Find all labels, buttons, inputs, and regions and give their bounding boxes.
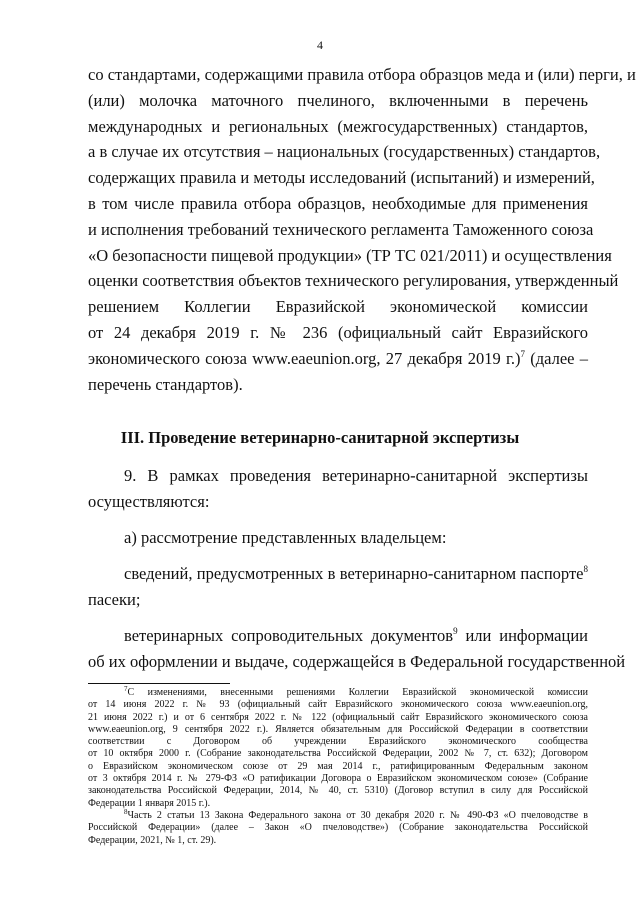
footnote-line: Федерации, 2021, № 1, ст. 29). xyxy=(88,834,217,846)
footnote-marker-7: 7 xyxy=(124,685,128,693)
text-line: от 24 декабря 2019 г. № 236 (официальный сайт Евразийского xyxy=(88,322,588,342)
section-heading: III. Проведение ветеринарно-санитарной экспертизы xyxy=(120,428,520,447)
text-line: а в случае их отсутствия – национальных (государственных) стандартов, xyxy=(88,142,601,162)
text-line: (или) молочка маточного пчелиного, включенными в перечень xyxy=(88,90,588,110)
text-line: а) рассмотрение представленных владельцем: xyxy=(124,528,447,547)
footnote-ref-7: 7 xyxy=(520,348,526,359)
text-line xyxy=(88,561,588,587)
text-line: в том числе правила отбора образцов, необходимые для применения xyxy=(88,193,588,213)
text-fragment: Часть 2 статьи 13 Закона Федерального закона от 30 декабря 2020 г. № 490-ФЗ «О пчеловодстве в xyxy=(127,809,588,821)
text-line: содержащих правила и методы исследований (испытаний) и измерений, xyxy=(88,168,595,188)
text-line: со стандартами, содержащими правила отбора образцов меда и (или) перги, и xyxy=(88,65,636,84)
text-fragment: С изменениями, внесенными решениями Коллегии Евразийской экономической комиссии xyxy=(127,687,588,698)
text-line: осуществляются: xyxy=(88,492,210,511)
footnote-marker-8: 8 xyxy=(124,807,128,816)
page-number: 4 xyxy=(317,38,323,52)
footnote-line: www.eaeunion.org, 9 сентября 2022 г.). Является обязательным для Российской Федерации в соответствии xyxy=(88,723,588,735)
text-line: «О безопасности пищевой продукции» (ТР ТС 021/2011) и осуществления xyxy=(88,245,612,265)
footnote-line: Федерации 1 января 2015 г.). xyxy=(88,797,211,809)
text-line xyxy=(88,623,588,649)
text-line: решением Коллегии Евразийской экономической комиссии xyxy=(88,297,588,317)
text-fragment: экономического союза www.eaeunion.org, 27 декабря 2019 г.) xyxy=(88,348,521,368)
footnote-line: от 10 октября 2000 г. (Собрание законодательства Российской Федерации, 2002 № 7, ст. 632); Договором xyxy=(88,748,588,760)
footnote-ref-9: 9 xyxy=(453,626,458,636)
text-line: 9. В рамках проведения ветеринарно-санитарной экспертизы xyxy=(124,466,588,485)
text-fragment: ветеринарных сопроводительных документов xyxy=(124,626,454,645)
text-line: и исполнения требований технического регламента Таможенного союза xyxy=(88,219,594,239)
footnote-line: соответствии с Договором об учреждении Евразийского экономического сообщества xyxy=(88,736,588,748)
section-body xyxy=(88,463,626,675)
footnotes xyxy=(88,687,588,847)
text-fragment: или информации xyxy=(457,626,588,645)
text-line: перечень стандартов). xyxy=(88,374,243,394)
text-fragment: (далее – xyxy=(525,348,588,368)
text-line: оценки соответствия объектов технического регулирования, утвержденный xyxy=(88,271,619,291)
footnote-line: 21 июня 2022 г.) и от 6 сентября 2022 г. № 122 (официальный сайт Евразийского экономического союза xyxy=(88,711,588,723)
footnote-line: Российской Федерации» (далее – Закон «О пчеловодстве») (Собрание законодательства Российской xyxy=(88,822,588,834)
footnote-line: от 14 июня 2022 г. № 93 (официальный сайт Евразийского экономического союза www.eaeunion.org, xyxy=(88,699,588,711)
text-line: пасеки; xyxy=(88,590,141,609)
footnote-ref-8: 8 xyxy=(583,564,588,574)
text-line: об их оформлении и выдаче, содержащейся в Федеральной государственной xyxy=(88,652,626,671)
footnote-line xyxy=(88,687,588,699)
text-line: международных и региональных (межгосударственных) стандартов, xyxy=(88,116,588,136)
footnote-line: от 3 октября 2014 г. № 279-ФЗ «О ратификации Договора о Евразийском экономическом союзе» (Собрание xyxy=(88,773,588,785)
text-line xyxy=(88,346,588,372)
footnote-line xyxy=(88,807,588,822)
text-fragment: сведений, предусмотренных в ветеринарно-санитарном паспорте xyxy=(124,564,584,583)
body-paragraph xyxy=(88,62,636,397)
footnote-separator xyxy=(88,683,230,684)
footnote-line: законодательства Российской Федерации, 2014, № 40, ст. 5310) (Договор вступил в силу для Российской xyxy=(88,785,588,797)
footnote-line: о Евразийском экономическом союзе от 29 мая 2014 г., ратифицированным Федеральным законом xyxy=(88,760,588,772)
